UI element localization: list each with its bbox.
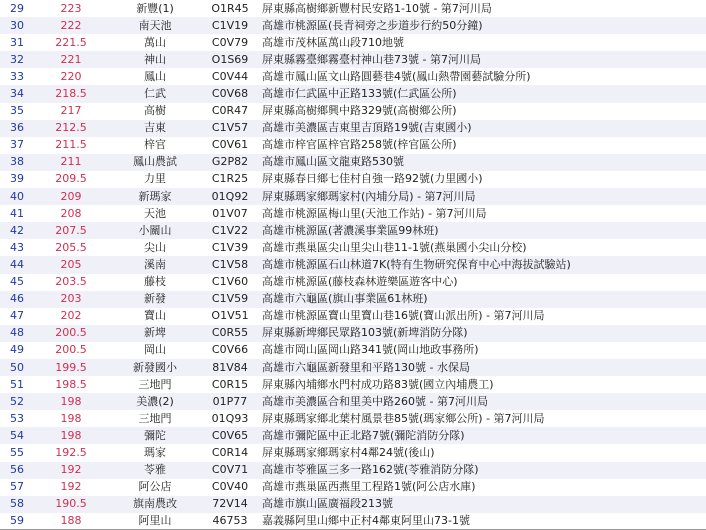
station-code-cell: 46753: [202, 513, 258, 530]
rank-cell: 47: [0, 308, 34, 325]
station-name-cell: 新發國小: [108, 359, 202, 376]
station-code-cell: 01P77: [202, 393, 258, 410]
station-address-cell: 高雄市仁武區中正路133號(仁武區公所): [258, 85, 706, 102]
rainfall-value-cell: 203.5: [34, 274, 108, 291]
station-name-cell: 岡山: [108, 342, 202, 359]
station-name-cell: 苓雅: [108, 462, 202, 479]
table-row: [0, 120, 706, 137]
rank-cell: 53: [0, 410, 34, 427]
station-address-cell: 屏東縣瑪家鄉瑪家村4鄰24號(後山): [258, 444, 706, 461]
station-address-cell: 高雄市旗山區廣福段213號: [258, 496, 706, 513]
station-address-cell: 屏東縣瑪家鄉北葉村風景巷85號(瑪家鄉公所) - 第7河川局: [258, 410, 706, 427]
rainfall-value-cell: 212.5: [34, 120, 108, 137]
station-name-cell: 天池: [108, 205, 202, 222]
station-code-cell: C0R47: [202, 103, 258, 120]
station-code-cell: O1R45: [202, 0, 258, 17]
rainfall-value-cell: 205.5: [34, 239, 108, 256]
rainfall-value-cell: 205: [34, 256, 108, 273]
rank-cell: 40: [0, 188, 34, 205]
station-address-cell: 嘉義縣阿里山鄉中正村4鄰東阿里山73-1號: [258, 513, 706, 530]
rainfall-value-cell: 198: [34, 427, 108, 444]
rainfall-value-cell: 192.5: [34, 444, 108, 461]
rainfall-value-cell: 198.5: [34, 376, 108, 393]
station-code-cell: C0V61: [202, 137, 258, 154]
station-name-cell: 力里: [108, 171, 202, 188]
station-name-cell: 仁武: [108, 85, 202, 102]
rainfall-value-cell: 221: [34, 51, 108, 68]
station-code-cell: C0R15: [202, 376, 258, 393]
rank-cell: 44: [0, 256, 34, 273]
rank-cell: 35: [0, 103, 34, 120]
table-row: [0, 51, 706, 68]
station-code-cell: C0V79: [202, 34, 258, 51]
station-name-cell: 吉東: [108, 120, 202, 137]
station-name-cell: 三地門: [108, 376, 202, 393]
rank-cell: 32: [0, 51, 34, 68]
rank-cell: 33: [0, 68, 34, 85]
station-code-cell: C0R14: [202, 444, 258, 461]
rank-cell: 30: [0, 17, 34, 34]
table-row: [0, 376, 706, 393]
station-address-cell: 屏東縣春日鄉七佳村自強一路92號(力里國小): [258, 171, 706, 188]
rank-cell: 48: [0, 325, 34, 342]
station-name-cell: 瑪家: [108, 444, 202, 461]
rainfall-value-cell: 199.5: [34, 359, 108, 376]
station-address-cell: 屏東縣高樹鄉新豐村民安路1-10號 - 第7河川局: [258, 0, 706, 17]
station-address-cell: 高雄市美濃區吉東里吉頂路19號(吉東國小): [258, 120, 706, 137]
rainfall-value-cell: 198: [34, 393, 108, 410]
station-address-cell: 高雄市桃源區(著濃溪事業區99林班): [258, 222, 706, 239]
station-code-cell: C0V66: [202, 342, 258, 359]
rainfall-value-cell: 211.5: [34, 137, 108, 154]
station-code-cell: 01Q92: [202, 188, 258, 205]
rainfall-value-cell: 208: [34, 205, 108, 222]
table-row: [0, 85, 706, 102]
station-name-cell: 美濃(2): [108, 393, 202, 410]
rank-cell: 41: [0, 205, 34, 222]
station-address-cell: 高雄市桃源區梅山里(天池工作站) - 第7河川局: [258, 205, 706, 222]
rank-cell: 29: [0, 0, 34, 17]
rainfall-value-cell: 220: [34, 68, 108, 85]
station-address-cell: 屏東縣內埔鄉水門村成功路83號(國立內埔農工): [258, 376, 706, 393]
table-row: [0, 171, 706, 188]
table-row: [0, 205, 706, 222]
rainfall-value-cell: 209: [34, 188, 108, 205]
station-address-cell: 屏東縣高樹鄉興中路329號(高樹鄉公所): [258, 103, 706, 120]
table-row: [0, 291, 706, 308]
table-row: [0, 393, 706, 410]
rainfall-value-cell: 192: [34, 462, 108, 479]
rainfall-value-cell: 200.5: [34, 342, 108, 359]
station-name-cell: 梓官: [108, 137, 202, 154]
station-code-cell: C1V39: [202, 239, 258, 256]
station-name-cell: 小關山: [108, 222, 202, 239]
rainfall-value-cell: 222: [34, 17, 108, 34]
station-code-cell: O1V51: [202, 308, 258, 325]
table-row: [0, 325, 706, 342]
table-row: [0, 496, 706, 513]
station-address-cell: 高雄市鳳山區文龍東路530號: [258, 154, 706, 171]
rank-cell: 56: [0, 462, 34, 479]
station-name-cell: 神山: [108, 51, 202, 68]
table-row: [0, 308, 706, 325]
table-row: [0, 410, 706, 427]
rank-cell: 39: [0, 171, 34, 188]
rainfall-value-cell: 217: [34, 103, 108, 120]
rank-cell: 51: [0, 376, 34, 393]
station-name-cell: 鳳山: [108, 68, 202, 85]
station-code-cell: G2P82: [202, 154, 258, 171]
station-address-cell: 高雄市苓雅區三多一路162號(苓雅消防分隊): [258, 462, 706, 479]
rank-cell: 34: [0, 85, 34, 102]
rainfall-value-cell: 221.5: [34, 34, 108, 51]
table-row: [0, 427, 706, 444]
station-name-cell: 三地門: [108, 410, 202, 427]
station-address-cell: 高雄市桃源區(長青祠旁之步道步行約50分鐘): [258, 17, 706, 34]
table-row: [0, 188, 706, 205]
station-name-cell: 藤枝: [108, 274, 202, 291]
rainfall-value-cell: 192: [34, 479, 108, 496]
station-code-cell: 81V84: [202, 359, 258, 376]
rainfall-value-cell: 211: [34, 154, 108, 171]
station-code-cell: C1V60: [202, 274, 258, 291]
rainfall-value-cell: 198: [34, 410, 108, 427]
station-code-cell: 72V14: [202, 496, 258, 513]
station-address-cell: 屏東縣瑪家鄉瑪家村(內埔分局) - 第7河川局: [258, 188, 706, 205]
table-row: [0, 154, 706, 171]
table-row: [0, 68, 706, 85]
station-address-cell: 高雄市桃源區寶山里寶山巷16號(寶山派出所) - 第7河川局: [258, 308, 706, 325]
rainfall-value-cell: 223: [34, 0, 108, 17]
rank-cell: 46: [0, 291, 34, 308]
station-code-cell: C0V71: [202, 462, 258, 479]
station-name-cell: 鳳山農試: [108, 154, 202, 171]
station-address-cell: 高雄市燕巢區西燕里工程路1號(阿公店水庫): [258, 479, 706, 496]
table-row: [0, 444, 706, 461]
rank-cell: 37: [0, 137, 34, 154]
rainfall-value-cell: 190.5: [34, 496, 108, 513]
station-code-cell: C1R25: [202, 171, 258, 188]
rank-cell: 49: [0, 342, 34, 359]
station-name-cell: 南天池: [108, 17, 202, 34]
station-code-cell: 01Q93: [202, 410, 258, 427]
table-row: [0, 256, 706, 273]
station-name-cell: 萬山: [108, 34, 202, 51]
table-row: [0, 462, 706, 479]
table-row: [0, 222, 706, 239]
table-row: [0, 103, 706, 120]
station-name-cell: 寶山: [108, 308, 202, 325]
station-address-cell: 高雄市燕巢區尖山里尖山巷11-1號(燕巢國小尖山分校): [258, 239, 706, 256]
rank-cell: 57: [0, 479, 34, 496]
table-row: [0, 137, 706, 154]
rainfall-value-cell: 207.5: [34, 222, 108, 239]
station-name-cell: 溪南: [108, 256, 202, 273]
station-code-cell: C1V57: [202, 120, 258, 137]
station-code-cell: C1V58: [202, 256, 258, 273]
station-address-cell: 高雄市桃源區(藤枝森林遊樂區遊客中心): [258, 274, 706, 291]
station-address-cell: 高雄市六龜區新發里和平路130號 - 水保局: [258, 359, 706, 376]
station-code-cell: C0R55: [202, 325, 258, 342]
station-address-cell: 高雄市鳳山區文山路圓藝巷4號(鳳山熱帶園藝試驗分所): [258, 68, 706, 85]
table-row: [0, 479, 706, 496]
rainfall-value-cell: 188: [34, 513, 108, 530]
station-name-cell: 新埤: [108, 325, 202, 342]
rainfall-value-cell: 209.5: [34, 171, 108, 188]
station-code-cell: C1V59: [202, 291, 258, 308]
station-code-cell: C0V44: [202, 68, 258, 85]
station-name-cell: 新瑪家: [108, 188, 202, 205]
rank-cell: 55: [0, 444, 34, 461]
rank-cell: 58: [0, 496, 34, 513]
rank-cell: 45: [0, 274, 34, 291]
station-name-cell: 旗南農改: [108, 496, 202, 513]
rank-cell: 42: [0, 222, 34, 239]
station-code-cell: C0V40: [202, 479, 258, 496]
rank-cell: 36: [0, 120, 34, 137]
table-row: [0, 17, 706, 34]
station-address-cell: 高雄市桃源區石山林道7K(特有生物研究保育中心中海拔試驗站): [258, 256, 706, 273]
station-code-cell: 01V07: [202, 205, 258, 222]
station-name-cell: 新發: [108, 291, 202, 308]
rainfall-value-cell: 218.5: [34, 85, 108, 102]
rainfall-value-cell: 202: [34, 308, 108, 325]
table-row: [0, 359, 706, 376]
table-row: [0, 274, 706, 291]
table-row: [0, 513, 706, 530]
table-row: [0, 342, 706, 359]
station-name-cell: 尖山: [108, 239, 202, 256]
station-code-cell: C0V65: [202, 427, 258, 444]
rank-cell: 31: [0, 34, 34, 51]
table-row: [0, 0, 706, 17]
station-name-cell: 阿公店: [108, 479, 202, 496]
station-address-cell: 屏東縣新埤鄉民眾路103號(新埤消防分隊): [258, 325, 706, 342]
station-name-cell: 高樹: [108, 103, 202, 120]
station-name-cell: 阿里山: [108, 513, 202, 530]
rank-cell: 38: [0, 154, 34, 171]
table-row: [0, 239, 706, 256]
station-name-cell: 彌陀: [108, 427, 202, 444]
station-address-cell: 高雄市梓官區梓官路258號(梓官區公所): [258, 137, 706, 154]
table-row: [0, 34, 706, 51]
station-name-cell: 新豐(1): [108, 0, 202, 17]
station-code-cell: C0V68: [202, 85, 258, 102]
station-code-cell: O1S69: [202, 51, 258, 68]
station-address-cell: 高雄市茂林區萬山段710地號: [258, 34, 706, 51]
station-address-cell: 高雄市美濃區合和里美中路260號 - 第7河川局: [258, 393, 706, 410]
station-address-cell: 屏東縣霧臺鄉霧臺村神山巷73號 - 第7河川局: [258, 51, 706, 68]
rank-cell: 59: [0, 513, 34, 530]
rank-cell: 50: [0, 359, 34, 376]
rank-cell: 52: [0, 393, 34, 410]
station-code-cell: C1V22: [202, 222, 258, 239]
rainfall-value-cell: 203: [34, 291, 108, 308]
rank-cell: 54: [0, 427, 34, 444]
station-address-cell: 高雄市岡山區岡山路341號(岡山地政事務所): [258, 342, 706, 359]
station-address-cell: 高雄市六龜區(旗山事業區61林班): [258, 291, 706, 308]
station-address-cell: 高雄市彌陀區中正北路7號(彌陀消防分隊): [258, 427, 706, 444]
rank-cell: 43: [0, 239, 34, 256]
station-code-cell: C1V19: [202, 17, 258, 34]
rainfall-value-cell: 200.5: [34, 325, 108, 342]
